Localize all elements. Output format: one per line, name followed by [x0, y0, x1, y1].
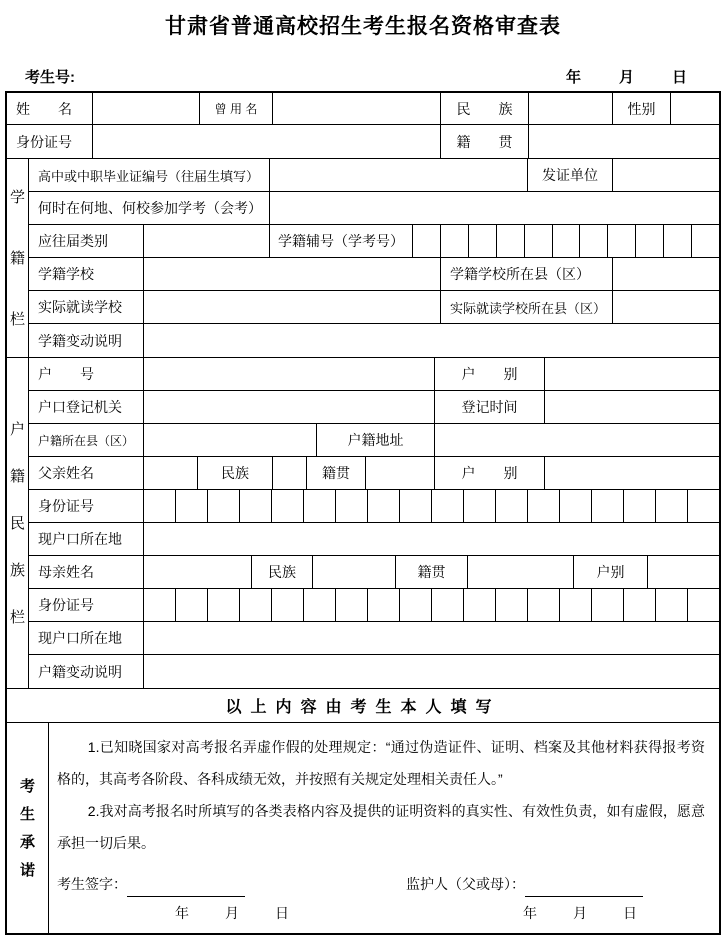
digit-box[interactable] [208, 589, 240, 621]
digit-box[interactable] [692, 225, 719, 257]
school-roll-school-label: 学籍学校 [29, 258, 144, 290]
pledge-section [7, 723, 719, 933]
father-ethnicity-label: 民族 [198, 457, 273, 489]
academic-exam-input[interactable] [270, 192, 719, 224]
mother-household-type-input[interactable] [648, 556, 719, 588]
form-row [29, 225, 719, 258]
household-change-label: 户籍变动说明 [29, 655, 144, 688]
header-day-label: 日 [671, 69, 687, 86]
digit-box[interactable] [304, 589, 336, 621]
digit-box[interactable] [432, 490, 464, 522]
issuing-unit-input[interactable] [613, 159, 719, 191]
guardian-month-label: 月 [573, 905, 587, 921]
digit-box[interactable] [525, 225, 553, 257]
candidate-signature-group [57, 871, 245, 897]
header-month-label: 月 [618, 69, 634, 86]
form-title: 甘肃省普通高校招生考生报名资格审查表 [165, 15, 561, 38]
household-section [7, 358, 719, 689]
registration-authority-label: 户口登记机关 [29, 391, 144, 423]
pledge-date-line [57, 899, 705, 927]
form-row [29, 358, 719, 391]
guardian-date [523, 899, 637, 927]
digit-box[interactable] [208, 490, 240, 522]
digit-box[interactable] [656, 490, 688, 522]
form-row [29, 192, 719, 225]
digit-box[interactable] [688, 490, 719, 522]
mother-name-input[interactable] [144, 556, 252, 588]
digit-box[interactable] [336, 490, 368, 522]
digit-box[interactable] [592, 589, 624, 621]
mother-residence-input[interactable] [144, 622, 719, 654]
candidate-signature-label: 考生签字： [57, 876, 127, 892]
household-county-label: 户籍所在县（区） [29, 424, 144, 456]
household-number-input[interactable] [144, 358, 435, 390]
graduate-type-label: 应往届类别 [29, 225, 144, 257]
household-county-input[interactable] [144, 424, 317, 456]
household-address-input[interactable] [435, 424, 719, 456]
form-row [29, 457, 719, 490]
digit-box[interactable] [400, 589, 432, 621]
digit-box[interactable] [608, 225, 636, 257]
gender-input[interactable] [671, 93, 719, 124]
school-section [7, 159, 719, 358]
pledge-paragraph-1: 1.已知晓国家对高考报名弄虚作假的处理规定：“通过伪造证件、证明、档案及其他材料获得报考资格的，其高考各阶段、各科成绩无效，并按照有关规定处理相关责任人。” [57, 739, 705, 787]
school-roll-county-label: 学籍学校所在县（区） [441, 258, 613, 290]
father-name-label: 父亲姓名 [29, 457, 144, 489]
father-id-number-label: 身份证号 [29, 490, 144, 522]
form-row [29, 622, 719, 655]
former-name-input[interactable] [273, 93, 441, 124]
name-input[interactable] [93, 93, 200, 124]
digit-box[interactable] [464, 589, 496, 621]
digit-box[interactable] [144, 490, 176, 522]
digit-box[interactable] [636, 225, 664, 257]
guardian-signature-field[interactable] [525, 880, 643, 897]
gender-label: 性别 [613, 93, 671, 124]
mother-native-place-input[interactable] [468, 556, 574, 588]
id-number-input[interactable] [93, 125, 441, 158]
former-name-label: 曾 用 名 [200, 93, 273, 124]
school-roll-change-label: 学籍变动说明 [29, 324, 144, 357]
school-roll-aux-number-label: 学籍辅号（学考号） [270, 225, 413, 257]
form-row [29, 523, 719, 556]
actual-school-county-input[interactable] [613, 291, 719, 323]
ethnicity-label: 民 族 [441, 93, 529, 124]
digit-box[interactable] [304, 490, 336, 522]
form-row [29, 291, 719, 324]
digit-box[interactable] [272, 490, 304, 522]
digit-box[interactable] [496, 490, 528, 522]
father-household-type-input[interactable] [545, 457, 719, 489]
father-ethnicity-input[interactable] [273, 457, 307, 489]
academic-exam-label: 何时在何地、何校参加学考（会考） [29, 192, 270, 224]
digit-box[interactable] [469, 225, 497, 257]
candidate-date [175, 899, 289, 927]
digit-box[interactable] [592, 490, 624, 522]
form-row [29, 589, 719, 622]
mother-name-label: 母亲姓名 [29, 556, 144, 588]
header-line [5, 66, 721, 87]
form-row [29, 324, 719, 357]
form-row [7, 125, 719, 158]
form-table [5, 91, 721, 935]
household-number-label: 户 号 [29, 358, 144, 390]
household-type-input[interactable] [545, 358, 719, 390]
household-change-input[interactable] [144, 655, 719, 688]
digit-box[interactable] [553, 225, 581, 257]
form-row [29, 424, 719, 457]
registration-time-input[interactable] [545, 391, 719, 423]
father-name-input[interactable] [144, 457, 198, 489]
digit-box[interactable] [240, 490, 272, 522]
actual-school-input[interactable] [144, 291, 441, 323]
form-row [29, 258, 719, 291]
digit-box[interactable] [144, 589, 176, 621]
school-roll-change-input[interactable] [144, 324, 719, 357]
header-date [566, 66, 687, 87]
candidate-year-label: 年 [175, 905, 189, 921]
father-native-place-input[interactable] [366, 457, 435, 489]
digit-box[interactable] [441, 225, 469, 257]
digit-box[interactable] [368, 490, 400, 522]
household-address-label: 户籍地址 [317, 424, 435, 456]
ethnicity-input[interactable] [529, 93, 613, 124]
digit-box[interactable] [176, 589, 208, 621]
form-row [29, 556, 719, 589]
form-row [29, 391, 719, 424]
form-row [29, 655, 719, 688]
digit-box[interactable] [432, 589, 464, 621]
mother-ethnicity-input[interactable] [313, 556, 396, 588]
digit-box[interactable] [624, 589, 656, 621]
banner-row: 以上内容由考生本人填写 [7, 689, 719, 723]
mother-native-place-label: 籍贯 [396, 556, 468, 588]
candidate-signature-field[interactable] [127, 880, 245, 897]
native-place-input[interactable] [529, 125, 719, 158]
registration-authority-input[interactable] [144, 391, 435, 423]
digit-box[interactable] [560, 490, 592, 522]
digit-box[interactable] [176, 490, 208, 522]
digit-box[interactable] [336, 589, 368, 621]
digit-box[interactable] [368, 589, 400, 621]
father-household-type-label: 户 别 [435, 457, 545, 489]
father-residence-input[interactable] [144, 523, 719, 555]
mother-ethnicity-label: 民族 [252, 556, 313, 588]
form-row [29, 490, 719, 523]
guardian-day-label: 日 [623, 905, 637, 921]
digit-box[interactable] [496, 589, 528, 621]
digit-box[interactable] [656, 589, 688, 621]
father-residence-label: 现户口所在地 [29, 523, 144, 555]
candidate-month-label: 月 [225, 905, 239, 921]
candidate-day-label: 日 [275, 905, 289, 921]
school-roll-school-input[interactable] [144, 258, 441, 290]
digit-box[interactable] [688, 589, 719, 621]
digit-box[interactable] [413, 225, 441, 257]
digit-box[interactable] [528, 589, 560, 621]
school-roll-county-input[interactable] [613, 258, 719, 290]
graduate-type-input[interactable] [144, 225, 270, 257]
header-year-label: 年 [565, 69, 581, 86]
actual-school-label: 实际就读学校 [29, 291, 144, 323]
digit-box[interactable] [400, 490, 432, 522]
mother-id-number-label: 身份证号 [29, 589, 144, 621]
guardian-year-label: 年 [523, 905, 537, 921]
pledge-section-label: 考 生 承 诺 [7, 723, 49, 933]
digit-box[interactable] [580, 225, 608, 257]
guardian-signature-group [406, 871, 643, 897]
digit-box[interactable] [240, 589, 272, 621]
pledge-paragraph-2: 2.我对高考报名时所填写的各类表格内容及提供的证明资料的真实性、有效性负责，如有虚假，愿意承担一切后果。 [57, 803, 705, 851]
digit-box[interactable] [272, 589, 304, 621]
digit-box[interactable] [497, 225, 525, 257]
form-row [7, 93, 719, 125]
digit-box[interactable] [528, 490, 560, 522]
mother-household-type-label: 户别 [574, 556, 648, 588]
father-native-place-label: 籍贯 [307, 457, 366, 489]
diploma-number-label: 高中或中职毕业证编号（往届生填写） [29, 159, 270, 191]
diploma-number-input[interactable] [270, 159, 528, 191]
name-label: 姓 名 [7, 93, 93, 124]
guardian-signature-label: 监护人（父或母）： [406, 876, 525, 892]
issuing-unit-label: 发证单位 [528, 159, 613, 191]
native-place-label: 籍 贯 [441, 125, 529, 158]
household-section-label: 户 籍 民 族 栏 [7, 358, 29, 688]
digit-box[interactable] [664, 225, 692, 257]
school-section-label: 学 籍 栏 [7, 159, 29, 357]
actual-school-county-label: 实际就读学校所在县（区） [441, 291, 613, 323]
pledge-body [49, 723, 719, 933]
mother-residence-label: 现户口所在地 [29, 622, 144, 654]
candidate-number-label: 考生号: [25, 69, 75, 86]
id-number-label: 身份证号 [7, 125, 93, 158]
registration-time-label: 登记时间 [435, 391, 545, 423]
basic-section [7, 93, 719, 159]
signature-line [57, 871, 705, 897]
digit-box[interactable] [624, 490, 656, 522]
form-row [29, 159, 719, 192]
household-type-label: 户 别 [435, 358, 545, 390]
digit-box[interactable] [464, 490, 496, 522]
digit-box[interactable] [560, 589, 592, 621]
